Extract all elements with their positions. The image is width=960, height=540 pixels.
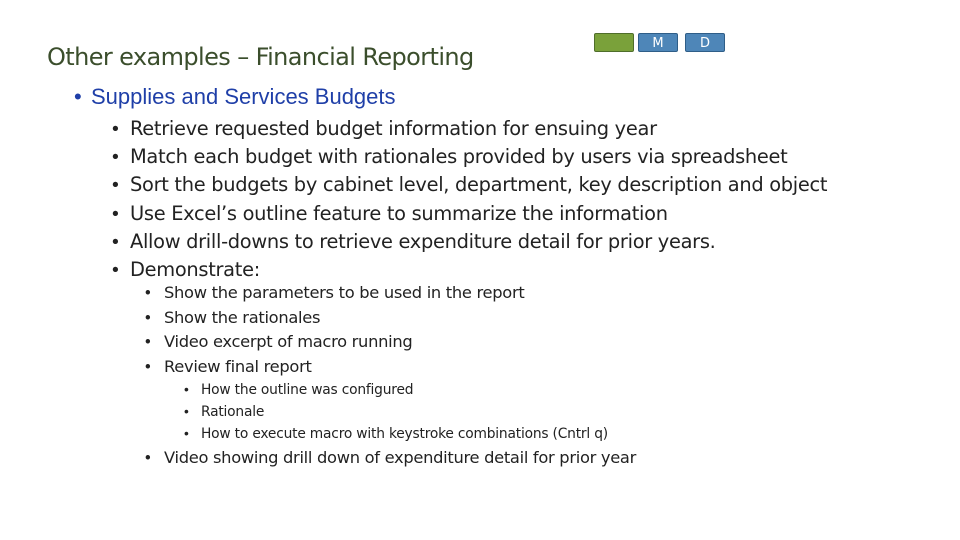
level4-text: How to execute macro with keystroke combinations (Cntrl q) (201, 426, 608, 442)
list-item (112, 228, 827, 256)
bullet-icon: • (145, 284, 151, 302)
level1-text: Supplies and Services Budgets (91, 84, 396, 109)
bullet-icon: • (112, 174, 119, 197)
bullet-icon: • (184, 404, 189, 419)
level3-text: Review final report (164, 356, 312, 376)
level2-text: Retrieve requested budget information for ensuing year (130, 117, 657, 140)
level3-list (145, 281, 524, 379)
level4-list (184, 379, 608, 445)
bullet-icon: • (145, 333, 151, 351)
bullet-icon: • (74, 84, 82, 109)
nav-button-d[interactable]: D (685, 33, 725, 52)
level3-text: Show the rationales (164, 307, 321, 327)
level3-text: Show the parameters to be used in the report (164, 283, 525, 302)
level4-text: How the outline was configured (201, 382, 414, 398)
list-item (184, 401, 608, 423)
level2-text: Sort the budgets by cabinet level, department, key description and object (130, 173, 828, 197)
nav-button-m[interactable]: M (638, 33, 678, 52)
list-item (112, 200, 827, 228)
level1-list (74, 84, 396, 110)
bullet-icon: • (112, 258, 119, 281)
list-item (145, 330, 524, 355)
bullet-icon: • (145, 449, 151, 467)
level3-list-after (145, 446, 636, 471)
bullet-icon: • (112, 202, 119, 225)
level2-text: Match each budget with rationales provided by users via spreadsheet (130, 145, 788, 169)
slide-title: Other examples – Financial Reporting (47, 43, 474, 71)
bullet-icon: • (112, 230, 119, 253)
list-item (145, 306, 524, 331)
level2-text: Demonstrate: (130, 257, 260, 281)
level2-text: Allow drill-downs to retrieve expenditure detail for prior years. (130, 229, 716, 253)
list-item (112, 256, 827, 284)
list-item (184, 423, 608, 445)
level3-text: Video showing drill down of expenditure detail for prior year (164, 448, 636, 467)
list-item (145, 281, 524, 306)
list-item (184, 379, 608, 401)
list-item (112, 115, 827, 143)
bullet-icon: • (145, 357, 151, 376)
bullet-icon: • (145, 308, 151, 327)
level4-text: Rationale (201, 404, 265, 420)
nav-button-current[interactable] (594, 33, 634, 52)
list-item (112, 171, 827, 199)
bullet-icon: • (112, 146, 119, 169)
level2-text: Use Excel’s outline feature to summarize the information (130, 201, 668, 225)
bullet-icon: • (184, 382, 189, 397)
bullet-icon: • (112, 118, 119, 140)
bullet-icon: • (184, 426, 189, 441)
list-item (145, 355, 524, 380)
level3-text: Video excerpt of macro running (164, 332, 413, 351)
level2-list (112, 115, 827, 284)
list-item (145, 446, 636, 471)
list-item (112, 143, 827, 171)
list-item (74, 84, 396, 110)
